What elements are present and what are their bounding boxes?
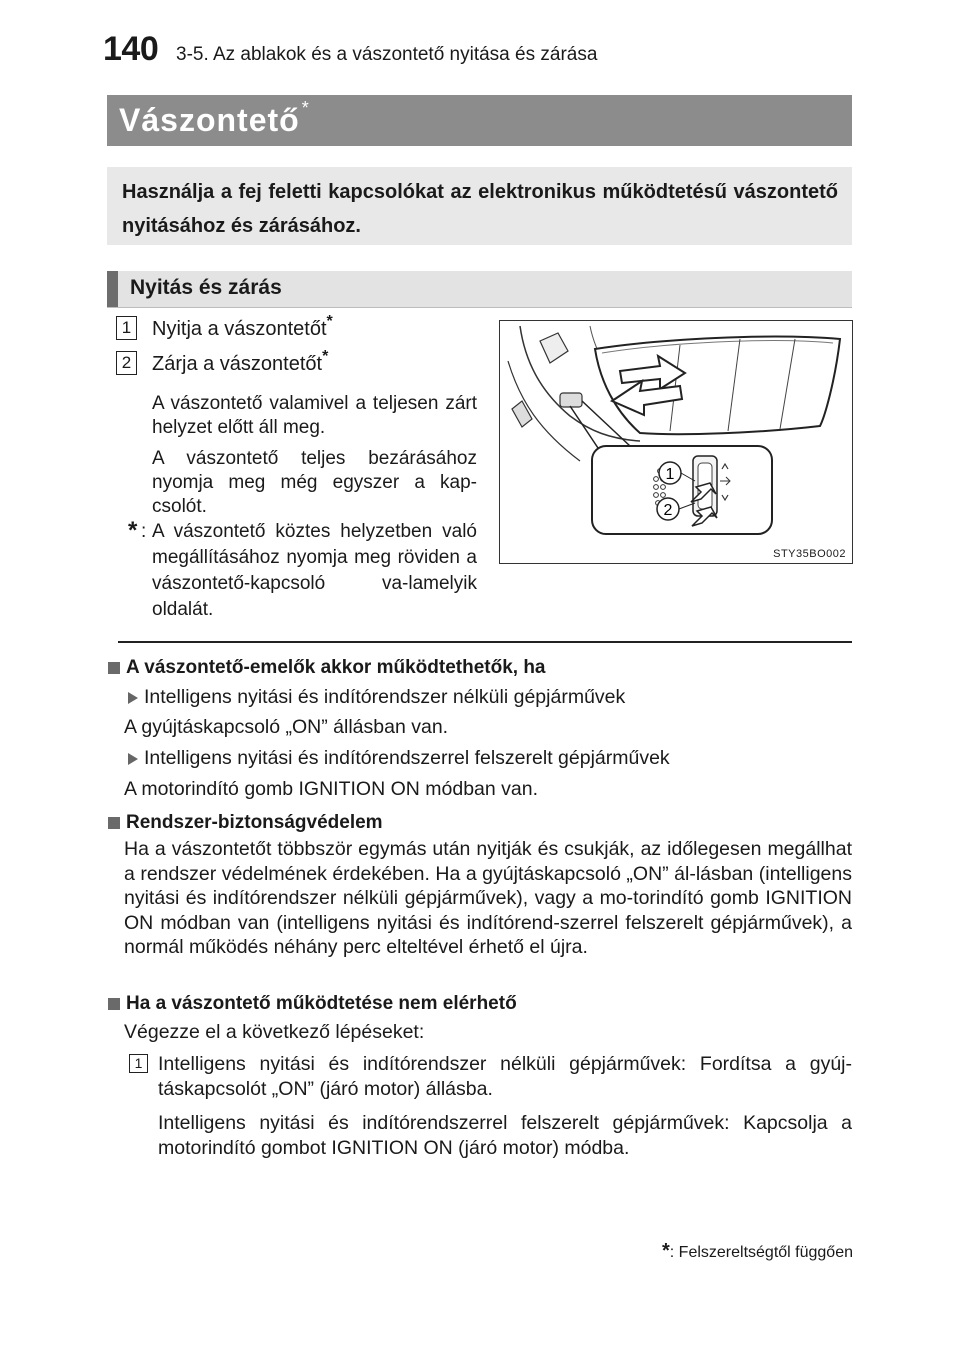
subsection-title: Nyitás és zárás bbox=[130, 276, 282, 299]
item-open-label: Nyitja a vászontetőt bbox=[152, 318, 327, 340]
text-follow-steps: Végezze el a következő lépéseket: bbox=[124, 1021, 425, 1043]
chapter-title: 3-5. Az ablakok és a vászontető nyitása és zárása bbox=[176, 44, 598, 65]
square-bullet-icon bbox=[108, 662, 120, 674]
item-close bbox=[152, 348, 329, 376]
list-item-no-smart-key bbox=[128, 686, 625, 709]
callout-number-1: 1 bbox=[116, 316, 137, 340]
note-asterisk-colon: : bbox=[141, 521, 147, 542]
list-item-no-smart-key-text: Intelligens nyitási és indítórendszer nélküli gépjárművek bbox=[144, 686, 626, 708]
item-close-label: Zárja a vászontetőt bbox=[152, 353, 323, 375]
page-title-text: Vászontető bbox=[119, 102, 300, 138]
footnote-asterisk: * bbox=[661, 1240, 670, 1262]
subsection-header bbox=[107, 271, 852, 308]
illus-callout-2: 2 bbox=[663, 502, 673, 519]
block-unavailable-title bbox=[108, 993, 517, 1015]
text-ignition-on-mode: A motorindító gomb IGNITION ON módban van. bbox=[124, 778, 539, 800]
text-system-protection: Ha a vászontetőt többször egymás után nyitják és csukják, az időlegesen megállhat a rendszer védelmének érdekében. Ha a gyújtáskapcsoló „ON” ál-lásban (intelligens nyitási és indítórendszer nélküli gépjárművek), vagy a mo-torindító gomb IGNITION ON módban van (intelligens nyitási és indítórend-szerrel felszerelt gépjárművek), a normál működés néhány perc elteltével érhető el újra. bbox=[124, 838, 852, 958]
block-3-title-text: Ha a vászontető működtetése nem elérhető bbox=[126, 993, 517, 1014]
block-system-protection-title bbox=[108, 812, 383, 834]
list-item-smart-key-text: Intelligens nyitási és indítórendszerrel felszerelt gépjárművek bbox=[144, 747, 670, 769]
list-item-smart-key bbox=[128, 747, 670, 770]
text-ignition-on: A gyújtáskapcsoló „ON” állásban van. bbox=[124, 716, 449, 738]
note-intermediate-stop: A vászontető köztes helyzetben való megállításához nyomja meg röviden a vászontető-kapcsoló va-lamelyik oldalát. bbox=[152, 521, 477, 620]
footnote bbox=[662, 1240, 853, 1263]
illus-callout-1: 1 bbox=[665, 466, 675, 483]
item-open-asterisk: * bbox=[326, 313, 333, 330]
triangle-bullet-icon bbox=[128, 753, 138, 765]
text-step-1-no-smart-key: Intelligens nyitási és indítórendszer nélküli gépjárművek: Fordítsa a gyúj-táskapcsolót „ON” (járó motor) állásba. bbox=[158, 1053, 852, 1100]
note-full-close: A vászontető teljes bezárásához nyomja meg még egyszer a kap-csolót. bbox=[152, 448, 477, 517]
item-open bbox=[152, 313, 333, 341]
section-divider bbox=[118, 641, 852, 643]
item-close-asterisk: * bbox=[322, 348, 329, 365]
section-title-bar bbox=[107, 95, 852, 146]
step-number-1: 1 bbox=[129, 1054, 148, 1073]
block-2-title-text: Rendszer-biztonságvédelem bbox=[126, 812, 383, 833]
footnote-text: : Felszereltségtől függően bbox=[669, 1244, 853, 1261]
sunroof-diagram bbox=[500, 321, 852, 563]
sunroof-switch-illustration bbox=[499, 320, 853, 564]
figure-code: STY35BO002 bbox=[773, 548, 846, 560]
triangle-bullet-icon bbox=[128, 692, 138, 704]
square-bullet-icon bbox=[108, 998, 120, 1010]
subsection-accent bbox=[107, 271, 118, 307]
block-operating-conditions-title bbox=[108, 657, 546, 679]
block-1-title-text: A vászontető-emelők akkor működtethetők, ha bbox=[126, 657, 546, 678]
page-title bbox=[119, 98, 310, 139]
square-bullet-icon bbox=[108, 817, 120, 829]
callout-number-2: 2 bbox=[116, 351, 137, 375]
page-number: 140 bbox=[103, 30, 159, 68]
intro-box bbox=[107, 167, 852, 245]
note-stop-before-closed: A vászontető valamivel a teljesen zárt helyzet előtt áll meg. bbox=[152, 393, 477, 438]
intro-text: Használja a fej feletti kapcsolókat az elektronikus működtetésű vászontető nyitásához és zárásához. bbox=[122, 181, 838, 237]
text-step-1-smart-key: Intelligens nyitási és indítórendszerrel felszerelt gépjárművek: Kapcsolja a motorindító gombot IGNITION ON (járó motor) módba. bbox=[158, 1112, 852, 1159]
note-asterisk: * bbox=[128, 517, 138, 544]
title-asterisk: * bbox=[301, 98, 310, 118]
